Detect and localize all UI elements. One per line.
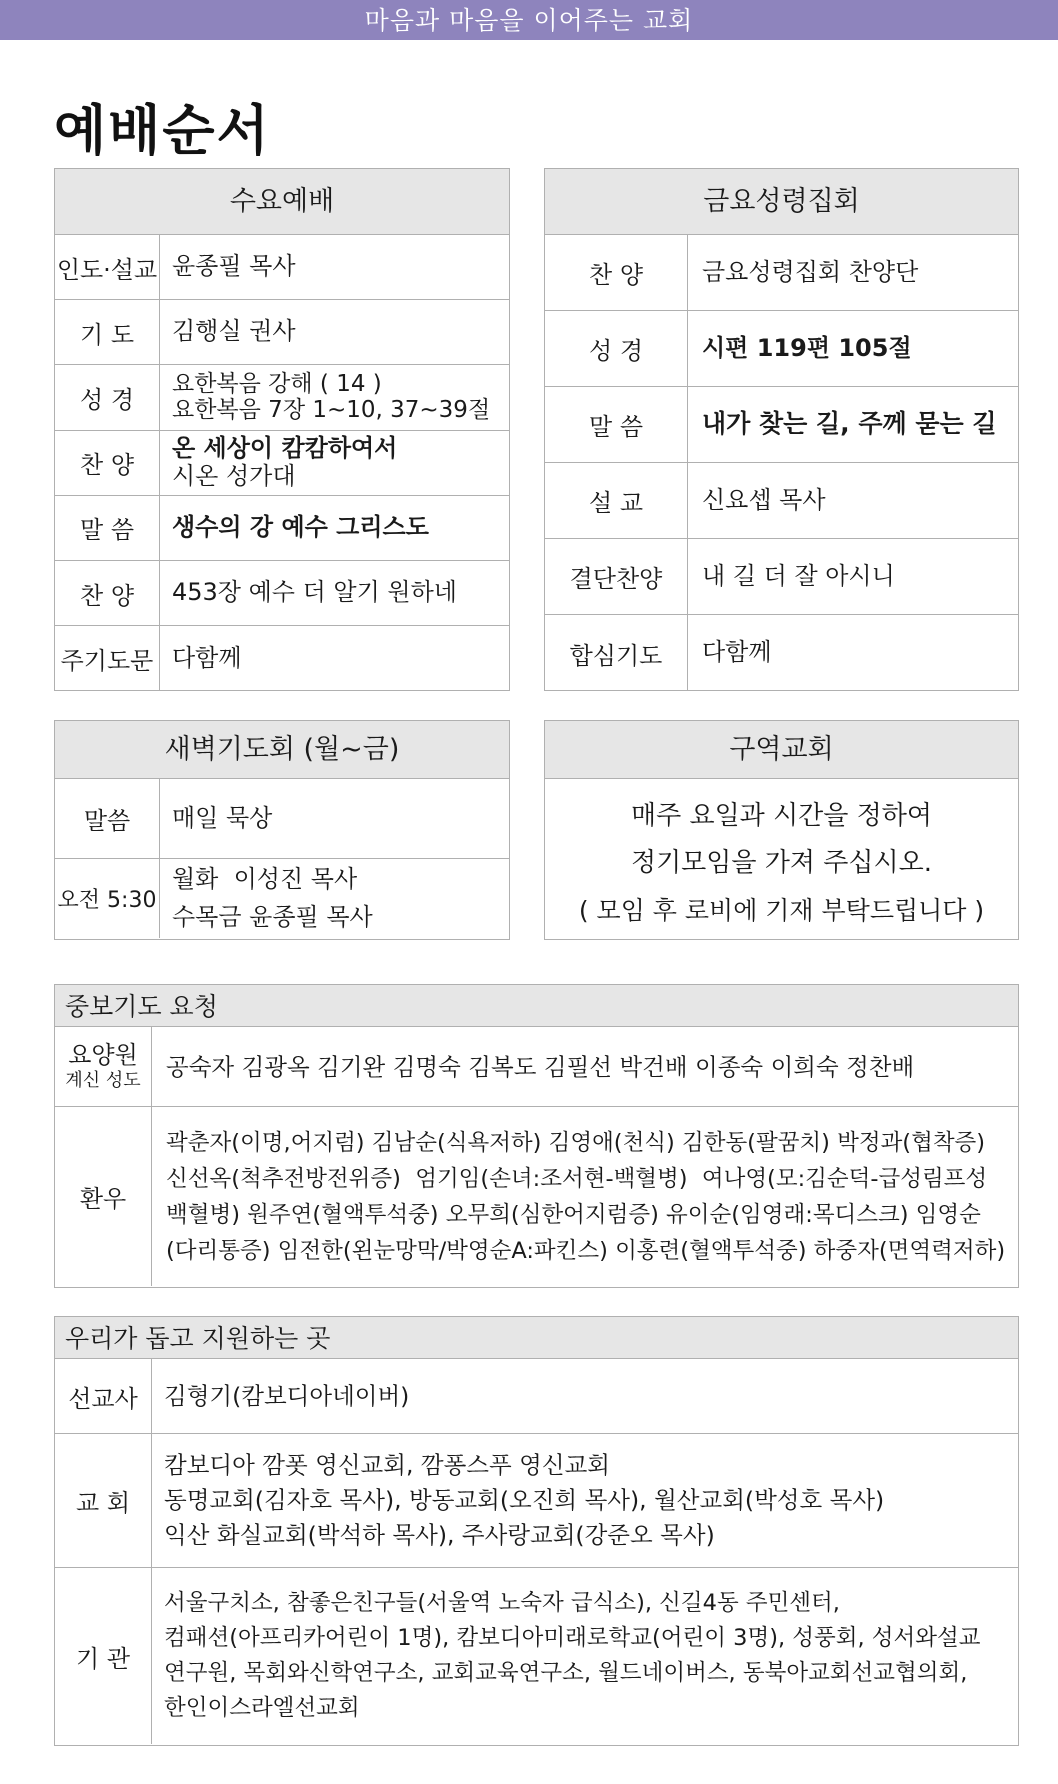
value-line: 동명교회(김자호 목사), 방동교회(오진희 목사), 월산교회(박성호 목사) [164,1486,885,1514]
row-label: 찬 양 [55,431,160,495]
church-slogan-banner: 마음과 마음을 이어주는 교회 [0,0,1058,40]
row-label: 환우 [55,1107,152,1286]
value-line: 익산 화실교회(박석하 목사), 주사랑교회(강준오 목사) [164,1521,715,1549]
row-label: 합심기도 [545,615,688,691]
value-line: 신선옥(척추전방전위증) 엄기임(손녀:조서현-백혈병) 여나영(모:김순덕-급성림프성 [166,1165,988,1192]
value-line: 김행실 권사 [172,317,296,346]
prayer-request-table [54,984,1019,1288]
value-line: 요한복음 강해 ( 14 ) [172,371,382,398]
row-value [160,431,397,495]
table-row [55,235,509,300]
value-line: 곽춘자(이명,어지럼) 김남순(식욕저하) 김영애(천식) 김한동(팔꿈치) 박정과(협착증) [166,1129,986,1156]
row-label: 주기도문 [55,626,160,691]
table-row [55,561,509,626]
row-label: 성 경 [55,365,160,429]
table-row [55,1027,1018,1107]
value-line: 공숙자 김광옥 김기완 김명숙 김복도 김필선 박건배 이종숙 이희숙 정찬배 [166,1052,915,1081]
table-row [545,235,1018,311]
row-value [160,859,373,938]
district-church-box [544,720,1019,940]
row-label: 기 도 [55,300,160,364]
row-value: 내가 찾는 길, 주께 묻는 길 [702,409,997,439]
row-value: 신요셉 목사 [702,485,826,514]
table-row [55,1434,1018,1568]
value-line: 서울구치소, 참좋은친구들(서울역 노숙자 급식소), 신길4동 주민센터, [164,1590,840,1616]
wednesday-service-table [54,168,510,691]
row-label: 성 경 [545,311,688,386]
value-line: 캄보디아 깜폿 영신교회, 깜퐁스푸 영신교회 [164,1451,610,1479]
row-label: 말씀 [55,779,160,858]
row-label: 결단찬양 [545,539,688,614]
row-label [55,1027,152,1106]
table-row [55,300,509,365]
row-label: 말 씀 [545,387,688,462]
district-line: 매주 요일과 시간을 정하여 [630,801,933,831]
row-label: 찬 양 [55,561,160,625]
row-value [152,1107,1005,1286]
row-value: 금요성령집회 찬양단 [702,257,919,286]
table-row [545,615,1018,691]
row-value [160,779,272,858]
row-value: 시편 119편 105절 [702,333,912,362]
value-line: 백혈병) 원주연(혈액투석중) 오무희(심한어지럼증) 유이순(임영래:목디스크) 임영순 [166,1201,981,1228]
value-line: 요한복음 7장 1~10, 37~39절 [172,397,491,424]
district-note: ( 모임 후 로비에 기재 부탁드립니다 ) [578,896,985,925]
value-line: 생수의 강 예수 그리스도 [172,513,429,542]
value-line: 수목금 윤종필 목사 [172,902,373,931]
table-row [55,496,509,561]
support-heading: 우리가 돕고 지원하는 곳 [55,1317,1018,1359]
value-line: 김형기(캄보디아네이버) [164,1381,410,1410]
row-value [160,365,490,429]
wednesday-service-heading: 수요예배 [55,169,509,235]
row-label-sub: 계신 성도 [65,1070,141,1092]
table-row [545,539,1018,615]
row-value [152,1568,980,1744]
table-row [545,463,1018,539]
district-church-body [545,779,1018,934]
row-value [160,496,429,560]
row-value [160,561,457,625]
table-row [55,626,509,691]
row-label: 말 씀 [55,496,160,560]
row-label: 교 회 [55,1434,152,1567]
row-label: 오전 5:30 [55,859,160,938]
row-label-main: 요양원 [68,1041,138,1070]
table-row [55,365,509,430]
value-line: (다리통증) 임전한(왼눈망막/박영순A:파킨스) 이홍련(혈액투석중) 하중자(면역력저하) [166,1237,1006,1264]
row-value [152,1359,409,1433]
dawn-prayer-table [54,720,510,940]
value-line: 윤종필 목사 [172,252,296,281]
support-table [54,1316,1019,1746]
value-line: 시온 성가대 [172,461,296,490]
row-value: 내 길 더 잘 아시니 [702,561,895,590]
value-line: 온 세상이 캄캄하여서 [172,434,398,463]
row-value: 다함께 [702,638,772,667]
row-value [152,1434,884,1567]
dawn-prayer-heading: 새벽기도회 (월~금) [55,721,509,779]
page-title: 예배순서 [54,98,271,162]
table-row [55,779,509,859]
district-line: 정기모임을 가져 주십시오. [630,848,933,878]
table-row [55,1359,1018,1434]
value-line: 한인이스라엘선교회 [164,1695,360,1721]
table-row [545,387,1018,463]
row-label: 설 교 [545,463,688,538]
friday-service-table [544,168,1019,691]
value-line: 매일 묵상 [172,803,273,832]
value-line: 다함께 [172,643,242,672]
friday-service-heading: 금요성령집회 [545,169,1018,235]
value-line: 컴패션(아프리카어린이 1명), 캄보디아미래로학교(어린이 3명), 성풍회, 성서와설교 [164,1625,981,1651]
table-row [55,1568,1018,1744]
table-row [55,1107,1018,1286]
row-label: 인도·설교 [55,235,160,299]
value-line: 연구원, 목회와신학연구소, 교회교육연구소, 월드네이버스, 동북아교회선교협의회, [164,1660,968,1686]
row-label: 찬 양 [545,235,688,310]
row-value [160,235,296,299]
table-row [55,859,509,938]
row-value [152,1027,914,1106]
district-church-heading: 구역교회 [545,721,1018,779]
row-value [160,626,242,691]
value-line: 월화 이성진 목사 [172,865,358,894]
table-row [55,431,509,496]
row-value [160,300,296,364]
row-label: 선교사 [55,1359,152,1433]
value-line: 453장 예수 더 알기 원하네 [172,578,457,607]
table-row [545,311,1018,387]
row-label: 기 관 [55,1568,152,1744]
prayer-request-heading: 중보기도 요청 [55,985,1018,1027]
